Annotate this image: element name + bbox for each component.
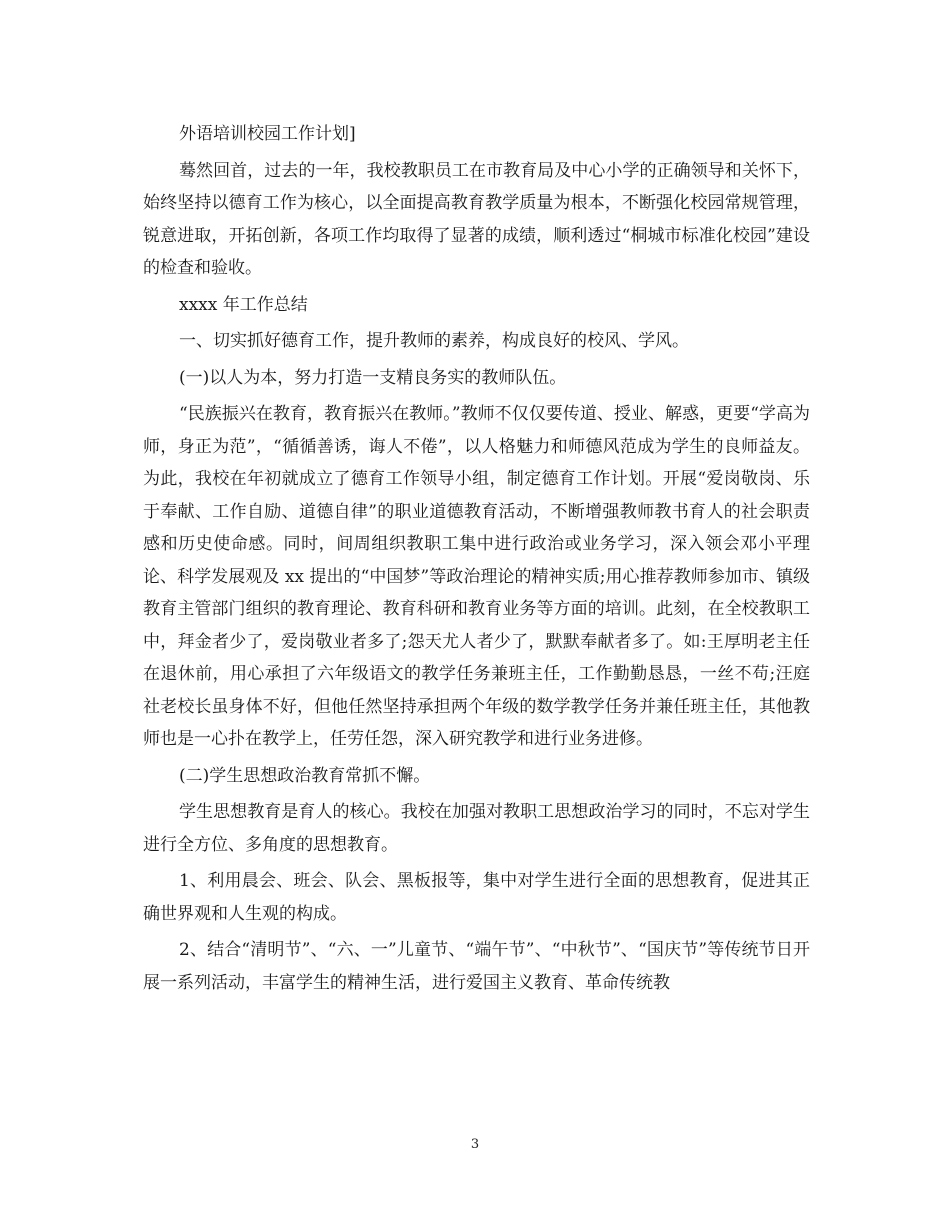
subsection-heading-students: (二)学生思想政治教育常抓不懈。 (179, 765, 431, 786)
document-title: 外语培训校园工作计划] (179, 124, 356, 144)
subsection-heading-teachers: (一)以人为本，努力打造一支精良务实的教师队伍。 (179, 367, 567, 388)
list-item-2: 2、结合“清明节”、“六、一”儿童节、“端午节”、“中秋节”、“国庆节”等传统节日开展一系列活动，丰富学生的精神生活，进行爱国主义教育、革命传统教 (143, 940, 810, 993)
paragraph-teachers: “民族振兴在教育，教育振兴在教师。”教师不仅仅要传道、授业、解惑，更要“学高为师，身正为范”，“循循善诱，诲人不倦”，以人格魅力和师德风范成为学生的良师益友。为此，我校在年初就成立了德育工作领导小组，制定德育工作计划。开展“爱岗敬岗、乐于奉献、工作自励、道德自律”的职业道德教育活动，不断增强教师教书育人的社会职责感和历史使命感。同时，间周组织教职工集中进行政治或业务学习，深入领会邓小平理论、科学发展观及 xx 提出的“中国梦”等政治理论的精神实质;用心推荐教师参加市、镇级教育主管部门组织的教育理论、教育科研和教育业务等方面的培训。此刻，在全校教职工中，拜金者少了，爱岗敬业者多了;怨天尤人者少了，默默奉献者多了。如:王厚明老主任在退休前，用心承担了六年级语文的教学任务兼班主任，工作勤勤恳恳，一丝不苟;汪庭社老校长虽身体不好，但他任然坚持承担两个年级的数学教学任务并兼任班主任，其他教师也是一心扑在教学上，任劳任怨，深入研究教学和进行业务进修。 (143, 404, 810, 749)
document-body (143, 118, 810, 1003)
paragraph-students: 学生思想教育是育人的核心。我校在加强对教职工思想政治学习的同时，不忘对学生进行全方位、多角度的思想教育。 (143, 802, 810, 855)
list-item-1: 1、利用晨会、班会、队会、黑板报等，集中对学生进行全面的思想教育，促进其正确世界观和人生观的构成。 (143, 871, 810, 924)
section-heading-moral-education: 一、切实抓好德育工作，提升教师的素养，构成良好的校风、学风。 (179, 331, 689, 351)
paragraph-intro: 蓦然回首，过去的一年，我校教职员工在市教育局及中心小学的正确领导和关怀下，始终坚持以德育工作为核心，以全面提高教育教学质量为根本，不断强化校园常规管理，锐意进取，开拓创新，各项工作均取得了显著的成绩，顺利透过“桐城市标准化校园”建设的检查和验收。 (143, 160, 810, 278)
page-number: 3 (470, 1137, 480, 1152)
section-heading-summary: xxxx 年工作总结 (179, 294, 308, 315)
